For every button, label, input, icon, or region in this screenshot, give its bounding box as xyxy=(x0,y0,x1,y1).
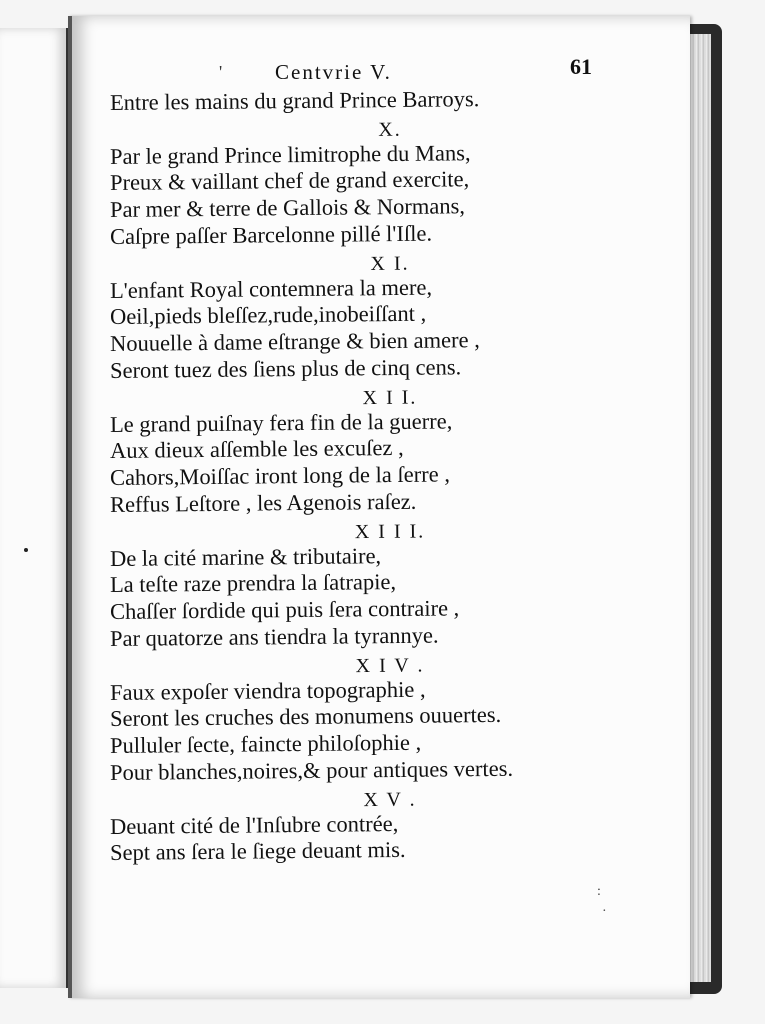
ink-mark: : xyxy=(597,884,601,899)
verse-line: Faux expoſer viendra topographie , xyxy=(109,676,426,705)
verse-line: Nouuelle à dame eſtrange & bien amere , xyxy=(109,327,480,357)
verse-line: Oeil,pieds bleſſez,rude,inobeiſſant , xyxy=(109,301,427,330)
quatrain-number: X I V . xyxy=(355,654,425,677)
verse-line: Le grand puiſnay fera fin de la guerre, xyxy=(109,407,453,437)
verse-line: Chaſſer ſordide qui puis ſera contraire , xyxy=(109,595,460,625)
quatrain-number: X V . xyxy=(363,788,417,811)
verse-line: L'enfant Royal contemnera la mere, xyxy=(109,274,433,303)
verse-line: Seront tuez des ſiens plus de cinq cens. xyxy=(109,354,462,383)
printer-mark: ' xyxy=(219,62,223,82)
verse-line: Entre les mains du grand Prince Barroys. xyxy=(109,86,480,115)
verse-line: Pulluler ſecte, faincte philoſophie , xyxy=(109,729,422,759)
right-page xyxy=(68,16,690,998)
left-facing-page xyxy=(0,28,69,988)
quatrain-number: X I. xyxy=(370,252,410,275)
verse-line: Aux dieux aſſemble les excuſez , xyxy=(109,435,404,464)
verse-line: Cahors,Moiſſac iront long de la ſerre , xyxy=(109,461,451,491)
verse-line: Preux & vaillant chef de grand exercite, xyxy=(109,166,470,196)
ink-mark: · xyxy=(602,904,607,919)
quatrain-number: X. xyxy=(378,118,402,141)
ink-speck xyxy=(24,548,28,552)
verse-line: Pour blanches,noires,& pour antiques vertes. xyxy=(109,755,514,785)
verse-line: La teſte raze prendra la ſatrapie, xyxy=(109,569,397,598)
verse-line: Par le grand Prince limitrophe du Mans, xyxy=(109,139,471,169)
verse-line: De la cité marine & tributaire, xyxy=(109,542,382,571)
quatrain-number: X I I I. xyxy=(354,520,426,543)
verse-line: Sept ans ſera le ſiege deuant mis. xyxy=(109,837,406,866)
verse-line: Deuant cité de l'Inſubre contrée, xyxy=(109,810,399,839)
verse-line: Par mer & terre de Gallois & Normans, xyxy=(109,193,466,223)
page-number: 61 xyxy=(570,54,592,79)
verse-line: Reffus Leſtore , les Agenois raſez. xyxy=(109,488,417,517)
verse-line: Seront les cruches des monumens ouuertes. xyxy=(109,702,502,732)
quatrain-number: X I I. xyxy=(362,386,418,409)
verse-text xyxy=(109,86,630,867)
running-head: Centvrie V. xyxy=(275,60,392,84)
verse-line: Par quatorze ans tiendra la tyrannye. xyxy=(109,622,439,651)
verse-line: Caſpre paſſer Barcelonne pillé l'Iſle. xyxy=(109,220,433,249)
